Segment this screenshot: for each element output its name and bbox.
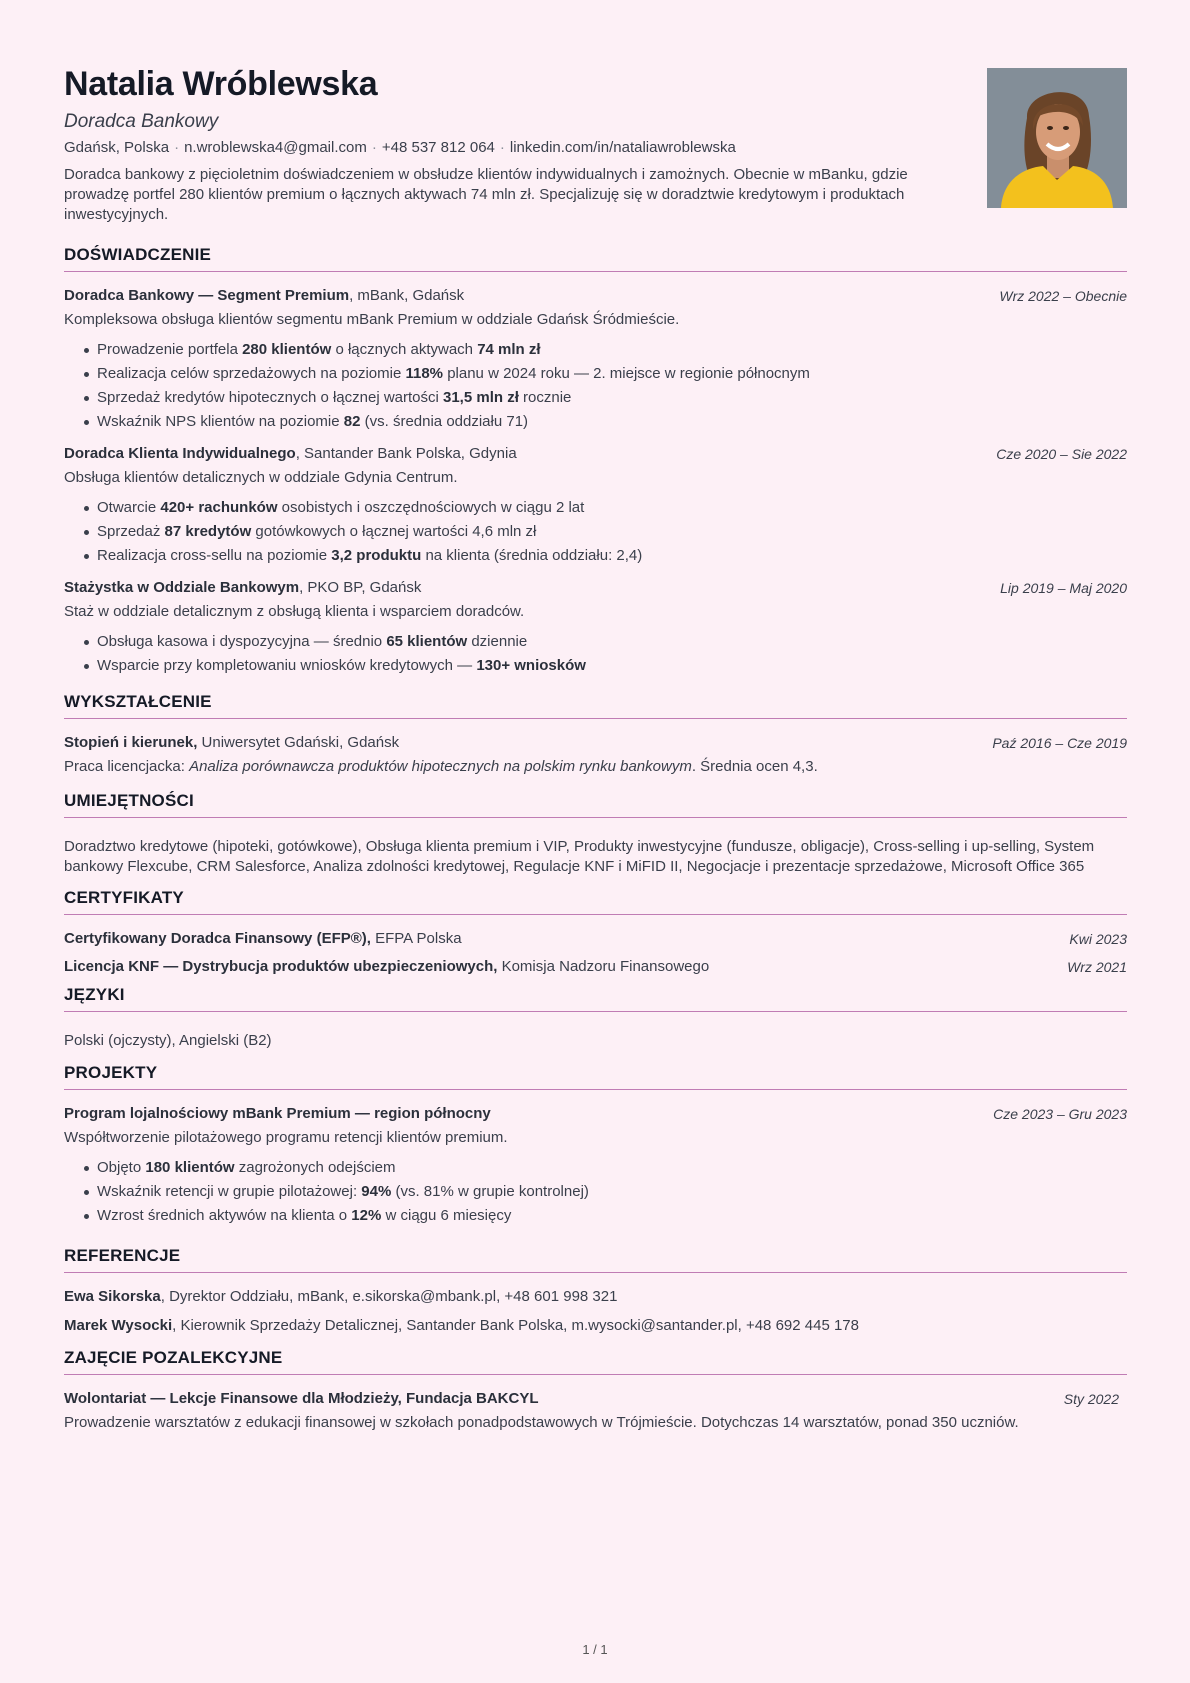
- job-description: Kompleksowa obsługa klientów segmentu mBank Premium w oddziale Gdańsk Śródmieście.: [64, 311, 680, 328]
- certificate-date: Kwi 2023: [1069, 931, 1127, 947]
- project-entry: [64, 1104, 1127, 1228]
- separator: ·: [371, 139, 377, 156]
- page-number: 1 / 1: [582, 1642, 608, 1657]
- languages-text: Polski (ojczysty), Angielski (B2): [64, 1032, 272, 1049]
- activity-description: Prowadzenie warsztatów z edukacji finansowej w szkołach ponadpodstawowych w Trójmieście. Dotychczas 14 warsztatów, ponad 350 uczniów.: [64, 1414, 1019, 1431]
- list-item: Otwarcie 420+ rachunków osobistych i oszczędnościowych w ciągu 2 lat: [84, 496, 1127, 520]
- linkedin-link[interactable]: linkedin.com/in/nataliawroblewska: [509, 139, 736, 156]
- section-title: DOŚWIADCZENIE: [64, 245, 1127, 272]
- project-name: Program lojalnościowy mBank Premium — region północny: [64, 1105, 491, 1122]
- section-title: JĘZYKI: [64, 985, 1127, 1012]
- job-org: , PKO BP, Gdańsk: [299, 579, 422, 596]
- job-date: Lip 2019 – Maj 2020: [1000, 580, 1127, 596]
- activity-date: Sty 2022: [1063, 1391, 1119, 1407]
- list-item: Wskaźnik NPS klientów na poziomie 82 (vs. średnia oddziału 71): [84, 410, 1127, 434]
- section-title: UMIEJĘTNOŚCI: [64, 791, 1127, 818]
- job-entry: [64, 286, 1127, 434]
- list-item: Sprzedaż kredytów hipotecznych o łącznej wartości 31,5 mln zł rocznie: [84, 386, 1127, 410]
- certificate-issuer: Komisja Nadzoru Finansowego: [497, 958, 710, 975]
- job-title: Stażystka w Oddziale Bankowym: [64, 579, 300, 596]
- skills-text: Doradztwo kredytowe (hipoteki, gotówkowe), Obsługa klienta premium i VIP, Produkty inwestycyjne (fundusze, obligacje), Cross-selling i up-selling, System bankowy Flexcube, CRM Salesforce, Analiza zdolności kredytowej, Regulacje KNF i MiFID II, Negocjacje i prezentacje sprzedażowe, Microsoft Office 365: [64, 838, 1095, 875]
- candidate-role: Doradca Bankowy: [64, 111, 219, 132]
- section-skills: [64, 791, 1127, 877]
- reference-name: Ewa Sikorska: [64, 1288, 161, 1305]
- certificate-item: [64, 957, 1127, 977]
- list-item: Prowadzenie portfela 280 klientów o łącznych aktywach 74 mln zł: [84, 338, 1127, 362]
- section-title: PROJEKTY: [64, 1063, 1127, 1090]
- job-title: Doradca Bankowy — Segment Premium: [64, 287, 350, 304]
- profile-summary: Doradca bankowy z pięcioletnim doświadczeniem w obsłudze klientów indywidualnych i zamożnych. Obecnie w mBanku, gdzie prowadzę portfel 280 klientów premium o łącznych aktywach 74 mln zł. Specjalizuję się w doradztwie kredytowym i produktach inwestycyjnych.: [64, 166, 908, 223]
- job-entry: [64, 444, 1127, 568]
- reference-name: Marek Wysocki: [64, 1317, 173, 1334]
- phone: +48 537 812 064: [381, 139, 495, 156]
- candidate-name: Natalia Wróblewska: [64, 65, 378, 103]
- separator: ·: [499, 139, 505, 156]
- list-item: Obsługa kasowa i dyspozycyjna — średnio 65 klientów dziennie: [84, 630, 1127, 654]
- job-date: Cze 2020 – Sie 2022: [996, 446, 1127, 462]
- section-title: REFERENCJE: [64, 1246, 1127, 1273]
- project-date: Cze 2023 – Gru 2023: [993, 1106, 1127, 1122]
- list-item: Wskaźnik retencji w grupie pilotażowej: 94% (vs. 81% w grupie kontrolnej): [84, 1180, 1127, 1204]
- section-title: CERTYFIKATY: [64, 888, 1127, 915]
- section-certificates: [64, 888, 1127, 977]
- thesis: Praca licencjacka: Analiza porównawcza produktów hipotecznych na polskim rynku bankowym. Średnia ocen 4,3.: [64, 758, 818, 775]
- resume-header: [64, 64, 1127, 234]
- certificate-name: Licencja KNF — Dystrybucja produktów ubezpieczeniowych,: [64, 958, 498, 975]
- certificate-item: [64, 929, 1127, 949]
- list-item: Wsparcie przy kompletowaniu wniosków kredytowych — 130+ wniosków: [84, 654, 1127, 678]
- extracurricular-entry: [64, 1389, 1127, 1433]
- list-item: Wzrost średnich aktywów na klienta o 12% w ciągu 6 miesięcy: [84, 1204, 1127, 1228]
- section-education: [64, 692, 1127, 777]
- certificate-issuer: EFPA Polska: [370, 930, 462, 947]
- job-description: Obsługa klientów detalicznych w oddziale Gdynia Centrum.: [64, 469, 458, 486]
- reference-item: [64, 1316, 1127, 1336]
- resume-page: [64, 60, 1127, 1433]
- school: Uniwersytet Gdański, Gdańsk: [197, 734, 400, 751]
- education-date: Paź 2016 – Cze 2019: [992, 735, 1127, 751]
- job-entry: [64, 578, 1127, 678]
- degree: Stopień i kierunek,: [64, 734, 198, 751]
- list-item: Realizacja celów sprzedażowych na poziomie 118% planu w 2024 roku — 2. miejsce w regionie północnym: [84, 362, 1127, 386]
- job-date: Wrz 2022 – Obecnie: [999, 288, 1127, 304]
- activity-name: Wolontariat — Lekcje Finansowe dla Młodzieży, Fundacja BAKCYL: [64, 1390, 539, 1407]
- reference-item: [64, 1287, 1127, 1307]
- section-title: WYKSZTAŁCENIE: [64, 692, 1127, 719]
- education-entry: [64, 733, 1127, 777]
- certificate-date: Wrz 2021: [1067, 959, 1127, 975]
- separator: ·: [174, 139, 180, 156]
- project-description: Współtworzenie pilotażowego programu retencji klientów premium.: [64, 1129, 508, 1146]
- job-description: Staż w oddziale detalicznym z obsługą klienta i wsparciem doradców.: [64, 603, 525, 620]
- section-title: ZAJĘCIE POZALEKCYJNE: [64, 1348, 1127, 1375]
- reference-details: , Dyrektor Oddziału, mBank, e.sikorska@mbank.pl, +48 601 998 321: [160, 1288, 618, 1305]
- job-org: , mBank, Gdańsk: [349, 287, 465, 304]
- job-title: Doradca Klienta Indywidualnego: [64, 445, 296, 462]
- reference-details: , Kierownik Sprzedaży Detalicznej, Santander Bank Polska, m.wysocki@santander.pl, +48 692 445 178: [172, 1317, 859, 1334]
- project-achievements: [64, 1156, 1127, 1228]
- contact-line: [64, 138, 1127, 158]
- list-item: Sprzedaż 87 kredytów gotówkowych o łącznej wartości 4,6 mln zł: [84, 520, 1127, 544]
- location: Gdańsk, Polska: [64, 139, 170, 156]
- job-achievements: [64, 338, 1127, 434]
- section-experience: [64, 245, 1127, 678]
- section-projects: [64, 1063, 1127, 1228]
- job-achievements: [64, 496, 1127, 568]
- job-org: , Santander Bank Polska, Gdynia: [295, 445, 517, 462]
- email-link[interactable]: n.wroblewska4@gmail.com: [184, 139, 367, 156]
- list-item: Objęto 180 klientów zagrożonych odejściem: [84, 1156, 1127, 1180]
- job-achievements: [64, 630, 1127, 678]
- profile-photo: [987, 68, 1127, 208]
- section-languages: [64, 985, 1127, 1051]
- certificate-name: Certyfikowany Doradca Finansowy (EFP®),: [64, 930, 371, 947]
- section-extracurricular: [64, 1348, 1127, 1433]
- list-item: Realizacja cross-sellu na poziomie 3,2 produktu na klienta (średnia oddziału: 2,4): [84, 544, 1127, 568]
- section-references: [64, 1246, 1127, 1336]
